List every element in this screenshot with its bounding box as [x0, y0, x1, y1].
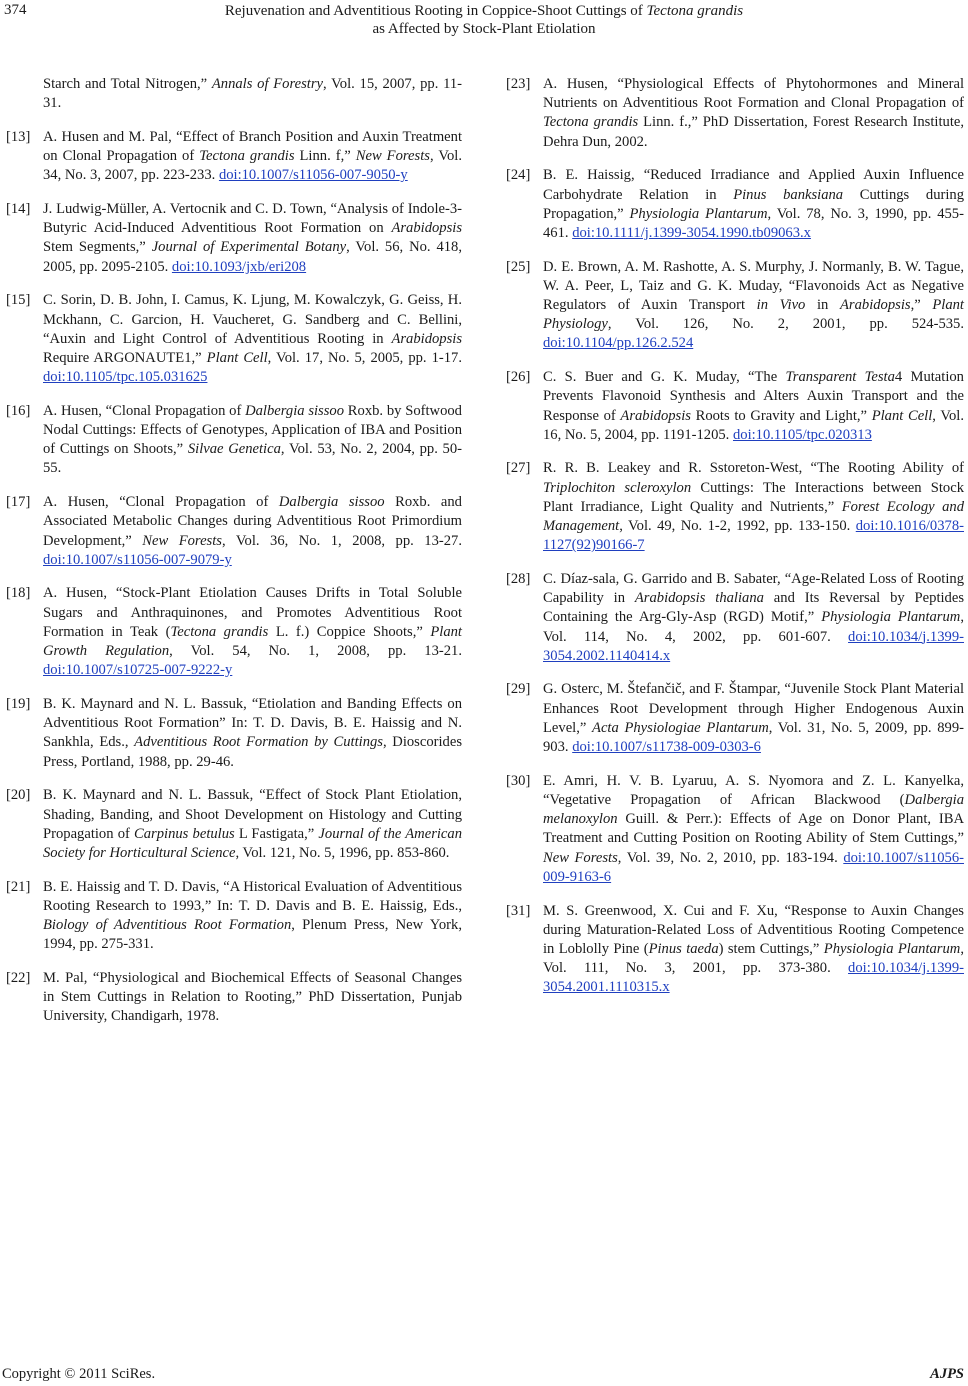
doi-link[interactable]: doi:10.1105/tpc.105.031625: [43, 369, 208, 386]
reference-text-segment: , Vol. 121, No. 5, 1996, pp. 853-860.: [235, 844, 450, 861]
reference-number: [26]: [506, 369, 531, 386]
reference-text-segment: C. S. Buer and G. K. Muday, “The: [543, 369, 786, 386]
reference-text-segment: Guill. & Perr.): Effects of Age on Donor Plant, IBA Treatment and Cutting Position on Rooting Ability of Stem Cuttings,”: [543, 811, 964, 847]
reference-number: [20]: [6, 787, 31, 804]
reference-text: [543, 570, 964, 666]
reference-text-segment: , Vol. 111, No. 3, 2001, pp. 373-380.: [543, 940, 964, 977]
reference-text-segment: A. Husen, “Clonal Propagation of: [43, 494, 279, 511]
reference-text-segment: , Vol. 126, No. 2, 2001, pp. 524-535.: [607, 316, 964, 333]
reference-text-segment: , Vol. 34, No. 3, 2007, pp. 223-233.: [43, 148, 462, 184]
references-left-column: [6, 75, 462, 1041]
doi-link[interactable]: doi:10.1111/j.1399-3054.1990.tb09063.x: [572, 224, 811, 241]
page-footer: [0, 1366, 968, 1386]
reference-text: [43, 786, 462, 863]
italic-text: Plant Physiology: [543, 297, 964, 333]
reference-item: [6, 786, 462, 863]
reference-item: [506, 368, 964, 445]
reference-text-segment: R. R. B. Leakey and R. Sstoreton-West, “The Rooting Ability of: [543, 460, 964, 477]
reference-item: [6, 878, 462, 955]
reference-number: [28]: [506, 570, 531, 587]
reference-number: [13]: [6, 128, 31, 145]
reference-number: [29]: [506, 681, 531, 698]
reference-text-segment: J. Ludwig-Müller, A. Vertocnik and C. D. Town, “Analysis of Indole-3-Butyric Acid-Induced Adventitious Root Formation on: [43, 201, 462, 237]
italic-text: Dalbergia sissoo: [245, 402, 345, 419]
italic-text: Triplochiton scleroxylon: [543, 479, 692, 496]
reference-text-segment: E. Amri, H. V. B. Lyaruu, A. S. Nyomora and Z. L. Kanyelka, “Vegetative Propagation of African Blackwood (: [543, 772, 964, 808]
reference-text: [543, 680, 964, 757]
reference-text-segment: , Vol. 114, No. 4, 2002, pp. 601-607.: [543, 609, 964, 645]
reference-text: [543, 166, 964, 243]
reference-text: [543, 258, 964, 354]
italic-text: Acta Physiologiae Plantarum: [592, 719, 769, 736]
reference-item: [6, 584, 462, 680]
reference-text: [43, 584, 462, 680]
reference-text-segment: , Vol. 56, No. 418, 2005, pp. 2095-2105.: [43, 239, 462, 275]
doi-link[interactable]: doi:10.1007/s11056-007-9050-y: [218, 167, 408, 184]
reference-text-segment: 4 Mutation Prevents Flavonoid Synthesis and Alters Auxin Transport and the Response of: [543, 369, 964, 424]
reference-item: [6, 695, 462, 772]
italic-text: Tectona grandis: [199, 148, 295, 165]
italic-text: Arabidopsis: [391, 330, 462, 347]
reference-text-segment: Stem Segments,”: [43, 239, 152, 256]
reference-number: [24]: [506, 167, 531, 184]
reference-text: [43, 291, 462, 387]
reference-text-segment: B. E. Haissig and T. D. Davis, “A Historical Evaluation of Adventitious Rooting Research to 1993,” In: T. D. Davis and B. E. Haissig, Eds.,: [43, 878, 462, 914]
reference-text-segment: A. Husen, “Stock-Plant Etiolation Causes Drifts in Total Soluble Sugars and Anthraquinones, and Promotes Adventitious Root Formation in Teak (: [43, 585, 462, 640]
reference-number: [14]: [6, 201, 31, 218]
italic-text: Tectona grandis: [170, 623, 269, 640]
doi-link[interactable]: doi:10.1007/s11056-009-9163-6: [543, 849, 964, 885]
reference-number: [19]: [6, 695, 31, 712]
reference-text-segment: , Vol. 54, No. 1, 2008, pp. 13-21.: [169, 643, 462, 660]
doi-link[interactable]: doi:10.1034/j.1399-3054.2001.1110315.x: [543, 960, 964, 996]
reference-text-segment: , Plenum Press, New York, 1994, pp. 275-331.: [43, 917, 462, 953]
italic-text: Silvae Genetica: [187, 441, 281, 458]
reference-number: [23]: [506, 76, 531, 92]
italic-text: Physiologia Plantarum: [629, 205, 768, 222]
reference-text: [43, 128, 462, 186]
reference-text: [43, 200, 462, 277]
reference-text-segment: B. K. Maynard and N. L. Bassuk, “Effect of Stock Plant Etiolation, Shading, Banding, and Shoot Development on Histology and Cutting Propagation of: [43, 787, 462, 842]
reference-text-segment: , Vol. 39, No. 2, 2010, pp. 183-194.: [617, 849, 844, 866]
doi-link[interactable]: doi:10.1016/0378-1127(92)90166-7: [543, 518, 964, 554]
reference-text-segment: , Vol. 49, No. 1-2, 1992, pp. 133-150.: [619, 518, 856, 535]
page-number: 374: [4, 2, 27, 18]
italic-text: Arabidopsis: [620, 407, 691, 424]
reference-text: [543, 772, 964, 887]
reference-item: [506, 258, 964, 354]
reference-item: [6, 291, 462, 387]
reference-item: [506, 570, 964, 666]
italic-text: in Vivo: [756, 297, 806, 314]
italic-text: Physiologia Plantarum: [823, 940, 961, 957]
reference-text-segment: Roxb. and Associated Metabolic Changes during Adventitious Root Primordium Development,”: [43, 494, 462, 549]
reference-text-segment: and Its Reversal by Peptides Containing the Arg-Gly-Asp (RGD) Motif,”: [543, 590, 965, 626]
reference-item: [506, 680, 964, 757]
reference-text-segment: Linn. f,”: [294, 148, 356, 165]
reference-text-segment: , Vol. 17, No. 5, 2005, pp. 1-17.: [267, 349, 462, 366]
italic-text: Biology of Adventitious Root Formation: [43, 917, 292, 934]
reference-text-segment: L Fastigata,”: [234, 825, 319, 842]
doi-link[interactable]: doi:10.1034/j.1399-3054.2002.1140414.x: [543, 628, 964, 664]
reference-text-segment: A. Husen, “Clonal Propagation of: [43, 402, 246, 419]
reference-text: [543, 902, 964, 998]
reference-text-segment: in: [805, 297, 841, 314]
reference-number: [17]: [6, 494, 31, 511]
reference-text-segment: C. Sorin, D. B. John, I. Camus, K. Ljung, M. Kowalczyk, G. Geiss, H. Mckhann, C. Garcion, H. Vaucheret, G. Sandberg and C. Bellini, “Auxin and Light Control of Adventitious Rooting in: [43, 292, 462, 347]
reference-text-segment: Starch and Total Nitrogen,”: [43, 76, 212, 92]
reference-text-segment: , Vol. 16, No. 5, 2004, pp. 1191-1205.: [543, 407, 964, 443]
doi-link[interactable]: doi:10.1104/pp.126.2.524: [543, 335, 694, 352]
italic-text: Journal of the American Society for Horticultural Science: [43, 825, 462, 861]
reference-text-segment: C. Díaz-sala, G. Garrido and B. Sabater, “Age-Related Loss of Rooting Capability in: [543, 570, 964, 607]
italic-text: Arabidopsis: [391, 220, 462, 237]
reference-text-segment: , Vol. 15, 2007, pp. 11-31.: [43, 76, 462, 112]
reference-item: [6, 200, 462, 277]
italic-text: Pinus banksiana: [733, 186, 844, 203]
copyright-notice: Copyright © 2011 SciRes.: [2, 1366, 156, 1382]
italic-text: Tectona grandis: [543, 114, 639, 131]
reference-text-segment: M. Pal, “Physiological and Biochemical Effects of Seasonal Changes in Stem Cuttings in Relation to Rooting,” PhD Dissertation, Punjab University, Chandigarh, 1978.: [43, 969, 462, 1025]
reference-text-segment: , Vol. 78, No. 3, 1990, pp. 455-461.: [543, 205, 964, 241]
reference-number: [15]: [6, 292, 31, 309]
reference-number: [18]: [6, 585, 31, 602]
reference-text-segment: Roots to Gravity and Light,”: [690, 407, 872, 424]
reference-item: [6, 402, 462, 479]
italic-text: Journal of Experimental Botany: [151, 239, 347, 256]
reference-number: [25]: [506, 258, 531, 275]
reference-text: [543, 368, 964, 445]
italic-text: Dalbergia sissoo: [278, 494, 385, 511]
italic-text: Adventitious Root Formation by Cuttings: [134, 734, 383, 751]
doi-link[interactable]: doi:10.1007/s11738-009-0303-6: [572, 739, 761, 756]
doi-link[interactable]: doi:10.1105/tpc.020313: [732, 426, 872, 443]
page-header: [0, 0, 968, 44]
reference-number: [30]: [506, 772, 531, 789]
italic-text: Physiologia Plantarum: [821, 609, 961, 626]
reference-number: [22]: [6, 969, 31, 986]
reference-text-segment: L. f.) Coppice Shoots,”: [268, 623, 431, 640]
reference-text: [43, 402, 462, 479]
reference-text-segment: Cuttings during Propagation,”: [543, 186, 964, 222]
reference-text-segment: Linn. f.,” PhD Dissertation, Forest Research Institute, Dehra Dun, 2002.: [543, 114, 964, 150]
italic-text: Annals of Forestry: [211, 76, 323, 92]
reference-item: [506, 75, 964, 152]
reference-item: [6, 969, 462, 1027]
reference-text: [43, 969, 462, 1027]
italic-text: New Forests: [355, 148, 430, 165]
reference-number: [27]: [506, 460, 531, 477]
reference-number: [31]: [506, 902, 531, 919]
italic-text: New Forests: [142, 532, 222, 549]
reference-text: [43, 695, 462, 772]
running-title: [0, 2, 968, 38]
reference-item: [6, 128, 462, 186]
reference-text-segment: B. E. Haissig, “Reduced Irradiance and Applied Auxin Influence Carbohydrate Relation in: [543, 167, 964, 203]
italic-text: Plant Cell: [871, 407, 933, 424]
reference-text-segment: Roxb. by Softwood Nodal Cuttings: Effects of Genotypes, Application of IBA and Position of Cuttings on Shoots,”: [43, 402, 462, 458]
italic-text: Arabidopsis thaliana: [634, 590, 764, 607]
reference-text-segment: Cuttings: The Interactions between Stock Plant Irradiance, Light Quality and Nutrients,”: [543, 479, 965, 515]
reference-item: [6, 75, 462, 113]
reference-text: [6, 75, 462, 113]
reference-text-segment: Require ARGONAUTE1,”: [43, 349, 207, 366]
reference-text-segment: M. S. Greenwood, X. Cui and F. Xu, “Response to Auxin Changes during Maturation-Related Loss of Adventitious Rooting Competence in Loblolly Pine (: [543, 902, 964, 957]
reference-item: [506, 772, 964, 887]
italic-text: Plant Growth Regulation: [43, 623, 462, 660]
reference-item: [506, 166, 964, 243]
reference-text-segment: , Vol. 36, No. 1, 2008, pp. 13-27.: [221, 532, 462, 549]
doi-link[interactable]: doi:10.1007/s11056-007-9079-y: [43, 551, 232, 568]
reference-text-segment: G. Osterc, M. Štefančič, and F. Štampar, “Juvenile Stock Plant Material Enhances Root Development through Higher Endogenous Auxin Level,”: [543, 681, 964, 736]
italic-text: Dalbergia melanoxylon: [543, 792, 964, 828]
reference-text-segment: D. E. Brown, A. M. Rashotte, A. S. Murphy, J. Normanly, B. W. Tague, W. A. Peer, L, Taiz and G. K. Muday, “Flavonoids Act as Negative Regulators of Auxin Transport: [543, 258, 964, 314]
reference-text-segment: A. Husen, “Physiological Effects of Phytohormones and Mineral Nutrients on Adventitious Root Formation and Clonal Propagation of: [543, 76, 964, 112]
references-right-column: [506, 75, 964, 1012]
italic-text: Plant Cell: [206, 349, 268, 366]
reference-item: [6, 493, 462, 570]
reference-text: [543, 459, 964, 555]
reference-text-segment: , Vol. 31, No. 5, 2009, pp. 899-903.: [543, 719, 964, 756]
reference-text-segment: B. K. Maynard and N. L. Bassuk, “Etiolation and Banding Effects on Adventitious Root Formation” In: T. D. Davis, B. E. Haissig and N. Sankhla, Eds.,: [43, 695, 462, 751]
reference-text-segment: A. Husen and M. Pal, “Effect of Branch Position and Auxin Treatment on Clonal Propagation of: [43, 128, 462, 165]
journal-abbreviation: AJPS: [930, 1366, 964, 1382]
reference-text: [43, 493, 462, 570]
reference-text-segment: , Dioscorides Press, Portland, 1988, pp. 29-46.: [43, 734, 462, 770]
reference-item: [506, 459, 964, 555]
reference-text-segment: ) stem Cuttings,”: [718, 940, 824, 957]
italic-text: Carpinus betulus: [134, 825, 235, 842]
italic-text: Arabidopsis: [840, 297, 911, 314]
reference-item: [506, 902, 964, 998]
running-title-line-2: as Affected by Stock-Plant Etiolation: [372, 21, 596, 37]
reference-number: [16]: [6, 402, 31, 419]
italic-text: Pinus taeda: [648, 940, 719, 957]
italic-text: New Forests: [543, 849, 618, 866]
reference-text-segment: ,”: [910, 297, 933, 314]
reference-text-segment: , Vol. 53, No. 2, 2004, pp. 50-55.: [43, 441, 462, 477]
running-title-line-1: Rejuvenation and Adventitious Rooting in Coppice-Shoot Cuttings of Tectona grandis: [224, 3, 744, 19]
reference-number: [21]: [6, 878, 31, 895]
italic-text: Transparent Testa: [785, 369, 895, 386]
reference-text: [43, 878, 462, 955]
reference-text: [543, 75, 964, 152]
italic-text: Forest Ecology and Management: [543, 498, 964, 535]
doi-link[interactable]: doi:10.1007/s10725-007-9222-y: [43, 662, 233, 679]
doi-link[interactable]: doi:10.1093/jxb/eri208: [171, 258, 307, 275]
